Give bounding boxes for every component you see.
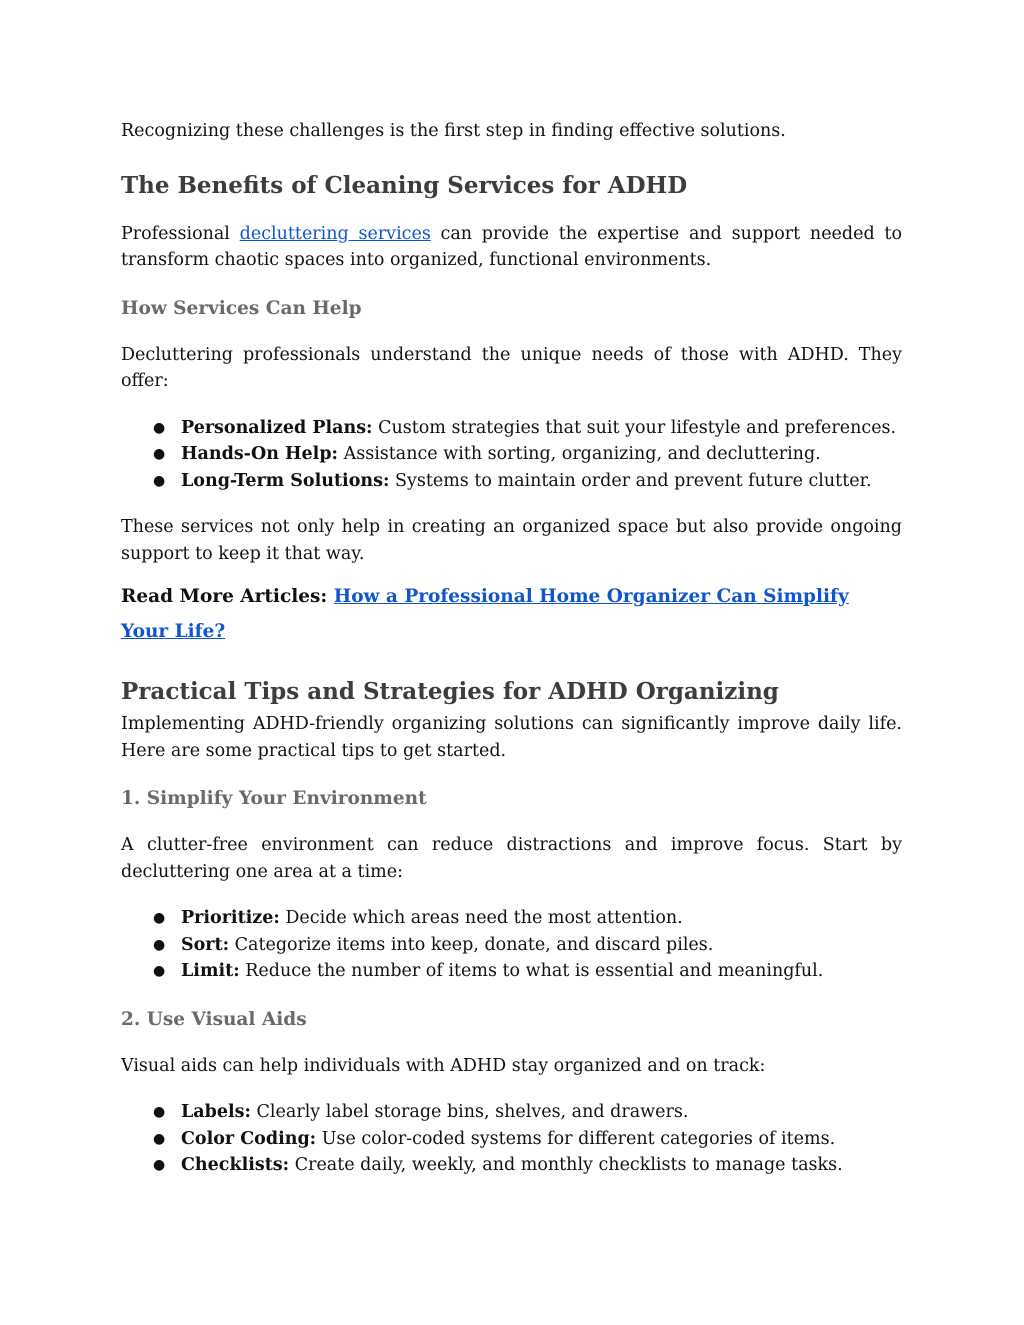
practical-intro: Implementing ADHD-friendly organizing solutions can significantly improve daily life. Here are some practical tips to get started. xyxy=(121,714,902,761)
simplify-intro: A clutter-free environment can reduce distractions and improve focus. Start by decluttering one area at a time: xyxy=(121,835,902,882)
list-item xyxy=(121,1099,902,1126)
bullet-icon: ● xyxy=(153,1157,166,1173)
list-item xyxy=(121,1152,902,1179)
bullet-icon: ● xyxy=(153,419,166,436)
list-item-lead: Prioritize: xyxy=(181,908,280,928)
intro-paragraph: Recognizing these challenges is the first step in finding effective solutions. xyxy=(121,121,786,141)
list-item-lead: Labels: xyxy=(181,1102,251,1122)
list-item-lead: Hands-On Help: xyxy=(181,444,339,464)
visual-aids-list xyxy=(121,1099,902,1179)
list-item-lead: Personalized Plans: xyxy=(181,417,373,438)
list-item-text: Use color-coded systems for different categories of items. xyxy=(316,1128,836,1149)
read-more-line xyxy=(121,579,902,649)
list-item xyxy=(121,415,902,442)
list-item-lead: Limit: xyxy=(181,961,240,981)
list-item-lead: Long-Term Solutions: xyxy=(181,470,390,491)
list-item xyxy=(121,441,902,468)
list-item xyxy=(121,958,902,985)
how-services-list xyxy=(121,415,902,495)
list-item-text: Custom strategies that suit your lifestyle and preferences. xyxy=(372,417,897,438)
bullet-icon: ● xyxy=(153,936,166,953)
list-item-lead: Checklists: xyxy=(181,1155,290,1175)
read-more-label: Read More Articles: xyxy=(121,586,334,607)
list-item-lead: Sort: xyxy=(181,934,230,955)
visual-aids-heading: 2. Use Visual Aids xyxy=(121,1008,307,1030)
simplify-list xyxy=(121,905,902,985)
benefits-heading: The Benefits of Cleaning Services for ADHD xyxy=(121,171,688,199)
list-item xyxy=(121,905,902,932)
list-item xyxy=(121,1126,902,1153)
bullet-icon: ● xyxy=(153,1130,166,1147)
bullet-icon: ● xyxy=(153,910,166,926)
practical-heading: Practical Tips and Strategies for ADHD Organizing xyxy=(121,678,779,705)
simplify-heading: 1. Simplify Your Environment xyxy=(121,788,427,809)
list-item-text: Clearly label storage bins, shelves, and drawers. xyxy=(250,1102,689,1122)
how-services-intro: Decluttering professionals understand the unique needs of those with ADHD. They offer: xyxy=(121,344,902,391)
list-item xyxy=(121,468,902,495)
list-item xyxy=(121,932,902,959)
read-more-article-link[interactable]: How a Professional Home Organizer Can Simplify Your Life? xyxy=(121,586,849,642)
bullet-icon: ● xyxy=(153,1104,166,1120)
benefits-paragraph xyxy=(121,221,902,274)
list-item-text: Decide which areas need the most attention. xyxy=(279,908,683,928)
bullet-icon: ● xyxy=(153,472,166,489)
list-item-text: Systems to maintain order and prevent future clutter. xyxy=(389,470,872,491)
list-item-lead: Color Coding: xyxy=(181,1128,317,1149)
how-services-heading: How Services Can Help xyxy=(121,297,362,319)
visual-aids-intro: Visual aids can help individuals with ADHD stay organized and on track: xyxy=(121,1055,766,1076)
document-content xyxy=(121,118,902,1179)
list-item-text: Categorize items into keep, donate, and discard piles. xyxy=(229,934,714,955)
how-services-closing: These services not only help in creating an organized space but also provide ongoing support to keep it that way. xyxy=(121,517,902,564)
bullet-icon: ● xyxy=(153,446,166,462)
list-item-text: Reduce the number of items to what is essential and meaningful. xyxy=(239,961,824,981)
decluttering-services-link[interactable]: decluttering services xyxy=(239,223,431,244)
list-item-text: Assistance with sorting, organizing, and decluttering. xyxy=(338,444,821,464)
benefits-text-end: can provide the expertise and support needed to transform chaotic spaces into organized, functional environments. xyxy=(121,223,902,270)
list-item-text: Create daily, weekly, and monthly checklists to manage tasks. xyxy=(289,1155,843,1175)
benefits-text-start: Professional xyxy=(121,223,240,244)
bullet-icon: ● xyxy=(153,963,166,979)
